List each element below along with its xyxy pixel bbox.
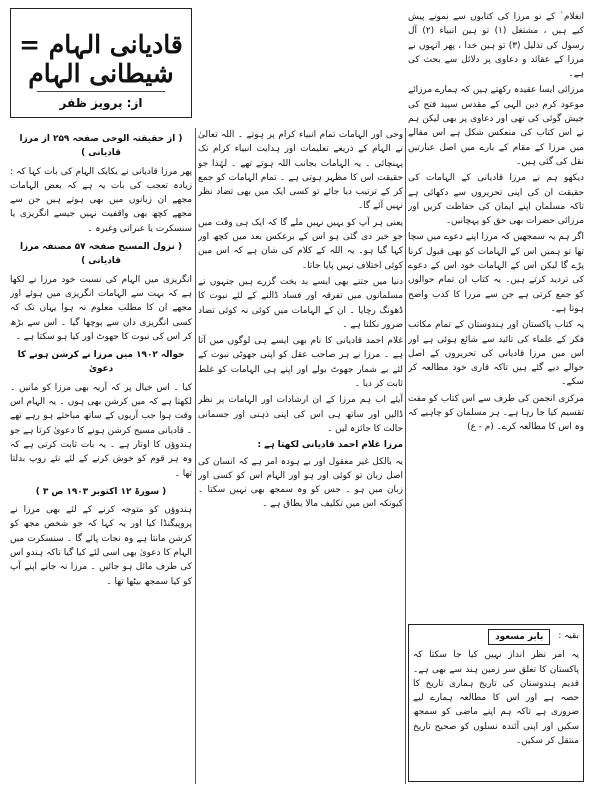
left-paragraph: انگریزی میں الہام کی نسبت خود مرزا نے لکھا ہے کہ بہت سے الہامات انگریزی میں ہوئے اور مجھے ان کا مطلب معلوم نہ ہوا یہاں تک کہ کسی انگریزی دان سے پوچھا گیا ۔ اس سے بڑھ کر اس کی نبوت کا جھوٹ اور کیا ہو سکتا ہے ۔ (10, 274, 192, 342)
reference-line: ( از حقیقتہ الوحی صفحہ ۲۵۹ از مرزا قادیانی ) (19, 134, 183, 159)
middle-paragraph: آیئے اب ہم مرزا کے ان ارشادات اور الہامات پر نظر ڈالیں اور ساتھ ہی اس کی اپنی ذہنی اور جسمانی حالت کا جائزہ لیں ۔ (198, 395, 403, 434)
middle-paragraph: وحی اور الہامات تمام انبیاء کرام پر ہوتے ۔ اللہ تعالیٰ نے الہام کے ذریعے تعلیمات اور ہدایت انبیاء کرام تک پہنچائی ۔ یہ الہامات بجانب اللہ ہوتے تھے ۔ لہٰذا جو حقیقت اس کا مظہر ہوتی ہے ۔ تمام الہامات کو جمع کر کے ترتیب دیا جائے تو کسی ایک میں بھی تضاد نظر نہیں آئے گا۔ (198, 130, 403, 212)
left-column (10, 128, 192, 784)
article-title: قادیانی الہام = شیطانی الہام (19, 30, 183, 88)
continuation-box (408, 624, 584, 782)
right-paragraph: دیکھو ہم نے مرزا قادیانی کے الہامات کی حقیقت ان کی اپنی تحریروں سے دکھائی ہے تاکہ مسلمان اپنے ایمان کی حفاظت کریں اور مرزائی حضرات بھی حق کو پہچانیں۔ (408, 173, 584, 227)
middle-paragraph: یہ بالکل غیر معقول اور بے ہودہ امر ہے کہ انسان کی اصل زبان تو کوئی اور ہو اور الہام اس کو کسی اور زبان میں ہو ۔ جس کو وہ سمجھ بھی نہیں سکتا ۔ کیونکہ اس میں تکلیف مالا یطاق ہے ۔ (198, 456, 403, 510)
right-paragraph: مرزائی ایسا عقیدہ رکھتے ہیں کہ ہمارے مرزائے موعود کرم دین الہی کے مقدس سپید فتح کی جیش گوئی کی تھی اور دعاوی پر بھی لیکن ہم نے اس کتاب کی منعکس شکل ہے اس مقالے میں مرزا کے مقام کے بارے میں اصل عبارتیں نقل کی گئی ہیں۔ (408, 85, 584, 167)
middle-column (198, 128, 403, 784)
column-divider (405, 128, 406, 784)
middle-quote-intro: مرزا غلام احمد قادیانی لکھتا ہے : (257, 440, 403, 451)
left-paragraph: پھر مرزا قادیانی نے یکایک الہام کی بات کہا کہ : زیادہ تعجب کی بات یہ ہے کہ بعض الہامات مجھے ان زبانوں میں بھی ہوتے ہیں جن سے مجھے کچھ بھی واقفیت نہیں جیسے انگریزی یا سنسکرت یا عبرانی وغیرہ ۔ (10, 166, 192, 234)
middle-paragraph: یعنی ہر آپ کو یہیں نہیں ملے گا کہ ایک ہی وقت میں جو خبر دی گئی ہو اس کے برعکس بعد میں کچھ اور کہا گیا ہو۔ یہ اللہ کے کلام کی شان ہے کہ اس میں کوئی اختلاف نہیں پایا جاتا۔ (198, 217, 403, 271)
column-divider (195, 128, 196, 784)
right-column (408, 10, 584, 620)
reference-line: ( نزول المسیح صفحہ ۵۷ مصنفہ مرزا قادیانی ) (19, 242, 183, 267)
continuation-label: بقیہ : (558, 631, 579, 641)
article-header (10, 8, 192, 118)
continuation-tag: بابر مسعود (488, 629, 550, 645)
middle-paragraph: غلام احمد قادیانی کا نام بھی ایسے ہی لوگوں میں آتا ہے ۔ مرزا نے ہر صاحب عقل کو اپنی جھوٹی نبوت کے لئے بے شمار جھوٹ بولے اور اپنے ہی الہامات کو غلط ثابت کر دیا ۔ (198, 336, 403, 390)
article-author: از: پرویز ظفر (37, 91, 165, 110)
right-paragraph: انغلام ٰ کے نو مرزا کی کتابوں سے نمونے پیش کیے ہیں ، مشتغل (۱) تو ہین انبیاء (۲) آل رسول کی تذلیل (۳) تو ہین خدا ، پھر انہوں نے مرزا کے عقائد و دعاوی پر دلائل سے بحث کی ہے۔ (408, 12, 584, 80)
left-paragraph: ہندوؤں کو متوجہ کرنے کے لئے بھی مرزا نے پروپیگنڈا کیا اور یہ کہا کہ جو شخص مجھ کو کرشن مانتا ہے وہ نجات پائے گا ۔ سنسکرت میں الہام کا دعویٰ بھی اسی لئے کیا گیا تاکہ ہندو اس کی طرف مائل ہو جائیں ۔ مرزا نہ جانے اپنے آپ کو کیا سمجھ بیٹھا تھا ۔ (10, 505, 192, 587)
right-paragraph: مرکزی انجمن کی طرف سے اس کتاب کو مفت تقسیم کیا جا رہا ہے۔ ہر مسلمان کو چاہیے کہ وہ اس کا مطالعہ کرے۔ (م - ع) (408, 393, 584, 433)
continuation-text: یہ امر نظر انداز نہیں کیا جا سکتا کہ پاکستان کا تعلق سر زمین ہند سے بھی ہے۔ قدیم ہندوستان کی تاریخ ہماری تاریخ کا حصہ ہے اور اس کا مطالعہ ہمارے لیے ضروری ہے تاکہ ہم اپنے ماضی کو سمجھ سکیں اور اپنی آئندہ نسلوں کو صحیح تاریخ منتقل کر سکیں۔ (413, 650, 579, 747)
reference-line: ( سورۃ ۱۲ اکتوبر ۱۹۰۳ ص ۳ ) (35, 486, 167, 497)
reference-line: حوالہ ۱۹۰۲ میں مرزا نے کرشن ہونے کا دعویٰ (17, 350, 185, 375)
middle-paragraph: دنیا میں جتنے بھی ایسے بد بخت گزرے ہیں جنہوں نے مسلمانوں میں تفرقہ اور فساد ڈالنے کے لئے نبوت کا ڈھونگ رچایا ۔ ان کے الہامات میں کوئی نہ کوئی تضاد ضرور نکلتا ہے ۔ (198, 276, 403, 330)
right-paragraph: اگر ہم یہ سمجھیں کہ مرزا اپنے دعوے میں سچا تھا تو ہمیں اس کے الہامات کو بھی قبول کرنا پڑے گا لیکن اس کے الہامات خود اس کے دعوے کی تردید کرتے ہیں۔ یہ کتاب ان تمام حوالوں کو جمع کرتی ہے جن سے مرزا کا کذب واضح ہوتا ہے۔ (408, 232, 584, 314)
right-paragraph: یہ کتاب پاکستان اور ہندوستان کے تمام مکاتب فکر کے علماء کی تائید سے شائع ہوئی ہے اور اس میں مرزا قادیانی کی تحریروں کے اصل حوالے دیے گئے ہیں تاکہ قاری خود مطالعہ کر سکے۔ (408, 320, 584, 388)
left-paragraph: کیا ۔ اس خیال پر کہ آریہ بھی مرزا کو مانیں ۔ لکھتا ہے کہ میں کرشن بھی ہوں ۔ یہ الہام اس وقت ہوا جب آریوں کے ساتھ مباحثے ہو رہے تھے ۔ قادیانی مسیح کرشن ہونے کا دعویٰ کرتا ہے جو ہندوؤں کا اوتار ہے ۔ یہ بات ثابت کرتی ہے کہ وہ ہر قوم کو خوش کرنے کے لئے نئے روپ بدلتا تھا ۔ (10, 382, 192, 479)
continuation-header (413, 629, 579, 645)
